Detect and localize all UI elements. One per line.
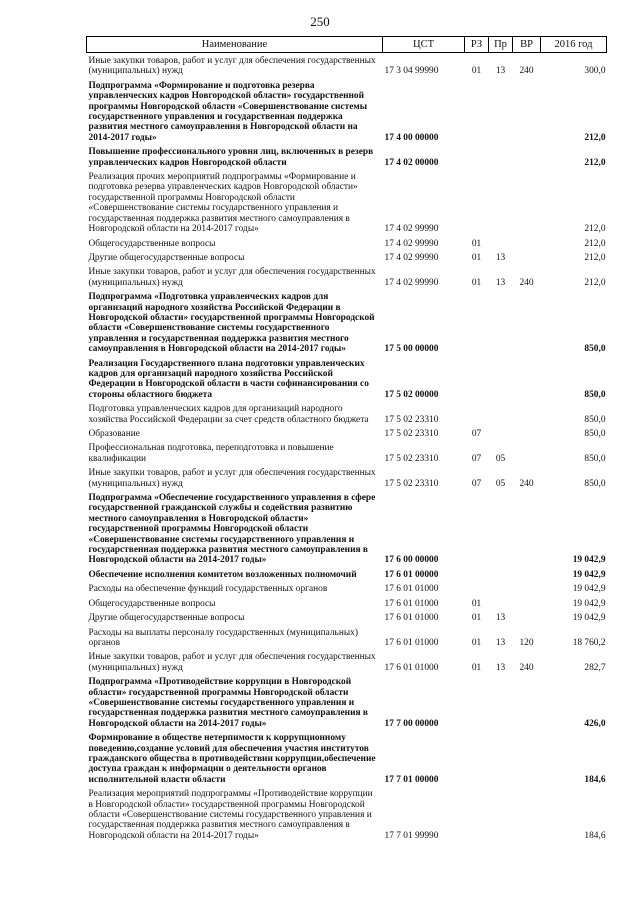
cell-vr: 240 bbox=[519, 66, 534, 77]
cell-pr bbox=[489, 730, 513, 786]
cell-vr bbox=[513, 236, 541, 250]
cell-amount: 850,0 bbox=[584, 429, 606, 439]
cell-amount: 850,0 bbox=[584, 453, 606, 464]
cell-cst: 17 6 01 00000 bbox=[384, 569, 439, 580]
cell-amount: 300,0 bbox=[584, 66, 606, 77]
cell-rz: 01 bbox=[471, 66, 482, 77]
cell-amount: 850,0 bbox=[584, 414, 606, 425]
cell-name: Расходы на выплаты персоналу государственных (муниципальных) органов bbox=[88, 627, 358, 648]
cell-vr: 240 bbox=[519, 662, 534, 673]
cell-rz bbox=[465, 78, 489, 144]
cell-name: Подпрограмма «Обеспечение государственного управления в сфере государственной гражданской службы и содействия развитию местного самоуправления в Новгородской области» государственной программы Новгородской области «Совершенствование системы государственного управления и государственная поддержка развития местного самоуправления в Новгородской области на 2014-2017 годы» bbox=[88, 493, 376, 566]
cell-vr bbox=[513, 356, 541, 402]
cell-vr bbox=[513, 567, 541, 581]
table-row bbox=[87, 567, 607, 581]
cell-pr bbox=[489, 169, 513, 235]
cell-vr bbox=[513, 401, 541, 426]
cell-vr bbox=[513, 490, 541, 567]
cell-pr bbox=[489, 289, 513, 355]
cell-vr: 240 bbox=[519, 277, 534, 288]
cell-rz bbox=[465, 401, 489, 426]
cell-amount: 184,6 bbox=[584, 774, 606, 785]
cell-cst: 17 5 00 00000 bbox=[384, 344, 439, 355]
cell-name: Расходы на обеспечение функций государственных органов bbox=[88, 584, 328, 595]
cell-name: Реализация прочих мероприятий подпрограммы «Формирование и подготовка резерва управленческих кадров Новгородской области» государственной программы Новгородской области «Совершенствование системы государственного управления и государственная поддержка развития местного самоуправления в Новгородской области на 2014-2017 годы» bbox=[88, 172, 358, 235]
table-row bbox=[87, 426, 607, 440]
cell-rz: 01 bbox=[471, 662, 482, 673]
cell-vr: 120 bbox=[519, 637, 534, 648]
cell-amount: 426,0 bbox=[584, 718, 606, 729]
cell-name: Образование bbox=[88, 429, 140, 439]
cell-rz: 01 bbox=[471, 613, 482, 624]
cell-vr bbox=[513, 78, 541, 144]
cell-vr bbox=[513, 289, 541, 355]
cell-name: Подпрограмма «Формирование и подготовка резерва управленческих кадров Новгородской области» государственной программы Новгородской области «Совершенствование системы государственного управления и государственная поддержка развития местного самоуправления в Новгородской области на 2014-2017 годы» bbox=[88, 80, 368, 143]
cell-pr: 13 bbox=[495, 662, 506, 673]
cell-cst: 17 4 02 99990 bbox=[384, 252, 439, 263]
cell-rz: 01 bbox=[471, 238, 482, 249]
table-row bbox=[87, 440, 607, 465]
cell-name: Общегосударственные вопросы bbox=[88, 598, 216, 609]
cell-pr: 05 bbox=[495, 453, 506, 464]
table-row bbox=[87, 625, 607, 650]
cell-pr bbox=[489, 786, 513, 842]
cell-name: Подготовка управленческих кадров для организаций народного хозяйства Российской Федерации за счет средств областного бюджета bbox=[88, 404, 369, 425]
cell-rz bbox=[465, 567, 489, 581]
table-row bbox=[87, 465, 607, 490]
table-row bbox=[87, 169, 607, 235]
cell-pr bbox=[489, 490, 513, 567]
cell-pr bbox=[489, 567, 513, 581]
cell-vr bbox=[513, 610, 541, 624]
table-row bbox=[87, 649, 607, 674]
header-year: 2016 год bbox=[541, 37, 607, 53]
header-vr: ВР bbox=[513, 37, 541, 53]
cell-vr bbox=[513, 250, 541, 264]
cell-amount: 184,6 bbox=[584, 830, 606, 841]
cell-name: Иные закупки товаров, работ и услуг для обеспечения государственных (муниципальных) нужд bbox=[88, 267, 376, 288]
cell-cst: 17 5 02 23310 bbox=[384, 478, 439, 489]
cell-name: Обеспечение исполнения комитетом возложенных полномочий bbox=[88, 569, 357, 580]
cell-name: Формирование в обществе нетерпимости к коррупционному поведению,создание условий для обеспечения участия институтов гражданского общества в противодействии коррупции,обеспечение доступа граждан к информации о деятельности органов исполнительной власти области bbox=[88, 733, 376, 785]
cell-cst: 17 3 04 99990 bbox=[384, 66, 439, 77]
cell-cst: 17 5 02 23310 bbox=[384, 429, 439, 439]
cell-rz: 07 bbox=[471, 453, 482, 464]
cell-amount: 18 760,2 bbox=[572, 637, 606, 648]
table-row bbox=[87, 78, 607, 144]
cell-pr bbox=[489, 236, 513, 250]
cell-amount: 19 042,9 bbox=[572, 569, 606, 580]
cell-vr bbox=[513, 674, 541, 730]
cell-cst: 17 4 02 00000 bbox=[384, 157, 439, 168]
cell-pr bbox=[489, 78, 513, 144]
cell-rz bbox=[465, 674, 489, 730]
cell-pr: 13 bbox=[495, 252, 506, 263]
cell-vr bbox=[513, 426, 541, 440]
cell-cst: 17 4 02 99990 bbox=[384, 277, 439, 288]
table-header-row bbox=[87, 37, 607, 53]
cell-amount: 212,0 bbox=[584, 238, 606, 249]
cell-vr bbox=[513, 169, 541, 235]
cell-rz: 01 bbox=[471, 252, 482, 263]
cell-pr: 13 bbox=[495, 66, 506, 77]
cell-cst: 17 6 01 01000 bbox=[384, 662, 439, 673]
cell-rz bbox=[465, 356, 489, 402]
cell-cst: 17 7 01 00000 bbox=[384, 774, 439, 785]
cell-amount: 19 042,9 bbox=[572, 598, 606, 609]
cell-vr bbox=[513, 581, 541, 595]
cell-pr bbox=[489, 674, 513, 730]
cell-name: Повышение профессионального уровня лиц, включенных в резерв управленческих кадров Новгородской области bbox=[88, 147, 374, 168]
cell-amount: 212,0 bbox=[584, 252, 606, 263]
cell-rz bbox=[465, 289, 489, 355]
header-cst: ЦСТ bbox=[383, 37, 465, 53]
cell-vr bbox=[513, 596, 541, 610]
table-row bbox=[87, 786, 607, 842]
cell-rz bbox=[465, 786, 489, 842]
cell-cst: 17 6 00 00000 bbox=[384, 555, 439, 566]
cell-pr bbox=[489, 356, 513, 402]
cell-pr: 13 bbox=[495, 277, 506, 288]
cell-name: Подпрограмма «Подготовка управленческих кадров для организаций народного хозяйства Российской Федерации в Новгородской области» государственной программы Новгородской области «Совершенствование системы государственного управления и государственная поддержка развития местного самоуправления в Новгородской области на 2014-2017 годы» bbox=[88, 292, 375, 355]
cell-name: Другие общегосударственные вопросы bbox=[88, 613, 245, 624]
page-number: 250 bbox=[310, 14, 330, 29]
cell-vr: 240 bbox=[519, 478, 534, 489]
cell-rz bbox=[465, 730, 489, 786]
cell-rz bbox=[465, 169, 489, 235]
table-row bbox=[87, 596, 607, 610]
cell-pr bbox=[489, 426, 513, 440]
table-row bbox=[87, 144, 607, 169]
cell-amount: 282,7 bbox=[584, 662, 606, 673]
cell-amount: 19 042,9 bbox=[572, 555, 606, 566]
cell-name: Иные закупки товаров, работ и услуг для обеспечения государственных (муниципальных) нужд bbox=[88, 56, 376, 77]
table-row bbox=[87, 674, 607, 730]
table-row bbox=[87, 236, 607, 250]
cell-name: Реализация мероприятий подпрограммы «Противодействие коррупции в Новгородской области» государственной программы Новгородской области «Совершенствование системы государственного управления и государственная поддержка развития местного самоуправления в Новгородской области на 2014-2017 годы» bbox=[88, 789, 373, 841]
cell-rz bbox=[465, 144, 489, 169]
table-row bbox=[87, 53, 607, 78]
header-rz: РЗ bbox=[465, 37, 489, 53]
cell-vr bbox=[513, 440, 541, 465]
table-row bbox=[87, 250, 607, 264]
cell-rz: 07 bbox=[471, 478, 482, 489]
cell-pr bbox=[489, 596, 513, 610]
table-row bbox=[87, 610, 607, 624]
budget-table bbox=[86, 36, 607, 842]
cell-name: Реализация Государственного плана подготовки управленческих кадров для организаций народного хозяйства Российской Федерации в Новгородской области в части софинансирования со стороны областного бюджета bbox=[88, 358, 369, 400]
cell-amount: 850,0 bbox=[584, 478, 606, 489]
cell-name: Другие общегосударственные вопросы bbox=[88, 252, 245, 263]
cell-pr bbox=[489, 581, 513, 595]
cell-cst: 17 4 02 99990 bbox=[384, 238, 439, 249]
table-row bbox=[87, 264, 607, 289]
cell-cst: 17 6 01 01000 bbox=[384, 637, 439, 648]
cell-amount: 212,0 bbox=[584, 157, 606, 168]
cell-rz: 01 bbox=[471, 277, 482, 288]
cell-cst: 17 5 02 23310 bbox=[384, 453, 439, 464]
table-row bbox=[87, 289, 607, 355]
cell-amount: 850,0 bbox=[584, 344, 606, 355]
table-row bbox=[87, 730, 607, 786]
cell-rz: 07 bbox=[471, 429, 482, 439]
cell-amount: 19 042,9 bbox=[572, 584, 606, 595]
table-row bbox=[87, 490, 607, 567]
cell-name: Подпрограмма «Противодействие коррупции в Новгородской области» государственной программы Новгородской области «Совершенствование системы государственного управления и государственная поддержка развития местного самоуправления в Новгородской области на 2014-2017 годы» bbox=[88, 677, 368, 729]
cell-pr bbox=[489, 401, 513, 426]
cell-amount: 212,0 bbox=[584, 132, 606, 143]
cell-vr bbox=[513, 730, 541, 786]
cell-pr: 13 bbox=[495, 637, 506, 648]
cell-cst: 17 6 01 01000 bbox=[384, 584, 439, 595]
cell-name: Иные закупки товаров, работ и услуг для обеспечения государственных (муниципальных) нужд bbox=[88, 468, 376, 489]
cell-cst: 17 5 02 00000 bbox=[384, 389, 439, 400]
cell-cst: 17 4 02 99990 bbox=[384, 224, 439, 235]
cell-rz bbox=[465, 581, 489, 595]
cell-pr: 13 bbox=[495, 613, 506, 624]
cell-vr bbox=[513, 144, 541, 169]
cell-cst: 17 5 02 23310 bbox=[384, 414, 439, 425]
cell-cst: 17 6 01 01000 bbox=[384, 598, 439, 609]
cell-rz bbox=[465, 490, 489, 567]
cell-cst: 17 7 00 00000 bbox=[384, 718, 439, 729]
cell-cst: 17 4 00 00000 bbox=[384, 132, 439, 143]
cell-pr: 05 bbox=[495, 478, 506, 489]
cell-cst: 17 6 01 01000 bbox=[384, 613, 439, 624]
cell-cst: 17 7 01 99990 bbox=[384, 830, 439, 841]
cell-amount: 212,0 bbox=[584, 277, 606, 288]
cell-amount: 212,0 bbox=[584, 224, 606, 235]
cell-name: Иные закупки товаров, работ и услуг для обеспечения государственных (муниципальных) нужд bbox=[88, 652, 376, 673]
table-row bbox=[87, 581, 607, 595]
cell-amount: 19 042,9 bbox=[572, 613, 606, 624]
cell-name: Профессиональная подготовка, переподготовка и повышение квалификации bbox=[88, 443, 334, 464]
cell-rz: 01 bbox=[471, 637, 482, 648]
cell-amount: 850,0 bbox=[584, 389, 606, 400]
cell-rz: 01 bbox=[471, 598, 482, 609]
cell-vr bbox=[513, 786, 541, 842]
cell-name: Общегосударственные вопросы bbox=[88, 238, 216, 249]
header-pr: Пр bbox=[489, 37, 513, 53]
table-row bbox=[87, 356, 607, 402]
header-name: Наименование bbox=[87, 37, 383, 53]
cell-pr bbox=[489, 144, 513, 169]
table-row bbox=[87, 401, 607, 426]
